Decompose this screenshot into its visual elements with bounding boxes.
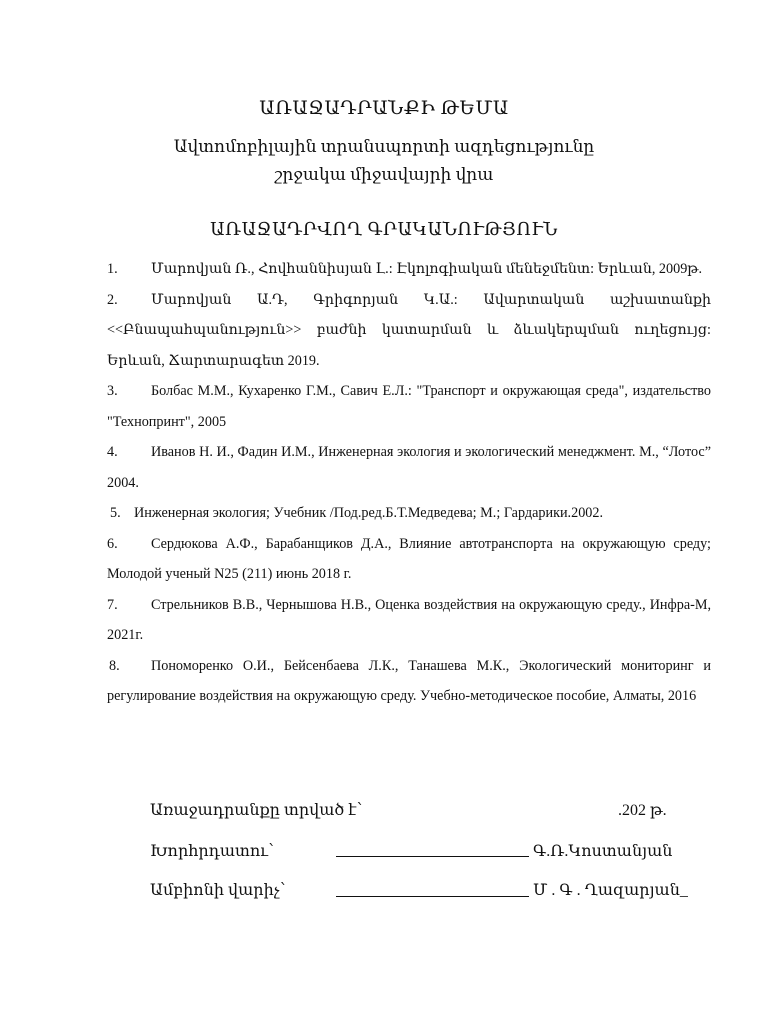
reference-number: 7. <box>107 596 118 613</box>
references-list <box>107 254 711 712</box>
reference-text: Болбас М.М., Кухаренко Г.М., Савич Е.Л.: "Транспорт и окружающая среда", издательство "Технопринт", 2005 <box>107 383 711 430</box>
topic-line-1: Ավտոմոբիլային տրանսպորտի ազդեցությունը <box>173 137 595 156</box>
reference-text: Մարովյան Ա.Դ, Գրիգորյան Կ.Ա.: Ավարտական աշխատանքի <<Բնապահպանություն>> բաժնի կատարման և ձևակերպման ուղեցույց: Երևան, Ճարտարագետ 2019. <box>107 291 711 369</box>
reference-item <box>107 285 711 377</box>
reference-number: 6. <box>107 535 118 552</box>
reference-number: 5. <box>110 505 121 521</box>
reference-item <box>107 254 711 285</box>
reference-text: Մարովյան Ռ., Հովհաննիսյան Լ.: Էկոլոգիական մենեջմենտ: Երևան, 2009թ. <box>151 261 703 277</box>
reference-number: 4. <box>107 444 118 460</box>
assignment-date: .202 թ. <box>618 802 667 819</box>
reference-item <box>107 590 711 651</box>
references-heading: ԱՌԱՋԱԴՐՎՈՂ ԳՐԱԿԱՆՈՒԹՅՈՒՆ <box>210 219 558 239</box>
reference-text: Иванов Н. И., Фадин И.М., Инженерная экология и экологический менеджмент. М., “Лотос” 2004. <box>107 444 711 491</box>
reference-item <box>107 498 711 529</box>
assignment-given-label: Առաջադրանքը տրված է՝ <box>150 802 363 819</box>
reference-text: Сердюкова А.Ф., Барабанщиков Д.А., Влияние автотранспорта на окружающую среду; Молодой ученый N25 (211) июнь 2018 г. <box>107 535 711 582</box>
department-head-label: Ամբիոնի վարիչ՝ <box>150 882 286 899</box>
reference-number: 1. <box>107 261 118 277</box>
reference-text: Стрельников В.В., Чернышова Н.В., Оценка воздействия на окружающую среду., Инфра-М, 2021г. <box>107 596 711 643</box>
topic-line-2: շրջակա միջավայրի վրա <box>274 165 494 184</box>
reference-number: 3. <box>107 383 118 399</box>
reference-item <box>107 376 711 437</box>
advisor-label: Խորհրդատու՝ <box>150 843 274 860</box>
reference-item <box>107 529 711 590</box>
advisor-signature-line <box>336 856 529 857</box>
reference-number: 2. <box>107 291 118 308</box>
reference-text: Инженерная экология; Учебник /Под.ред.Б.Т.Медведева; М.; Гардарики.2002. <box>134 505 604 521</box>
department-head-name: Մ . Գ . Ղազարյան_ <box>533 882 688 899</box>
reference-item <box>107 651 711 712</box>
reference-text: Пономоренко О.И., Бейсенбаева Л.К., Танашева М.К., Экологический мониторинг и регулирование воздействия на окружающую среду. Учебно-методическое пособие, Алматы, 2016 <box>107 657 711 704</box>
department-head-signature-line <box>336 896 529 897</box>
reference-item <box>107 437 711 498</box>
document-title: ԱՌԱՋԱԴՐԱՆՔԻ ԹԵՄԱ <box>259 98 509 119</box>
reference-number: 8. <box>109 657 120 674</box>
advisor-name: Գ.Ռ.Կոստանյան <box>533 843 673 860</box>
